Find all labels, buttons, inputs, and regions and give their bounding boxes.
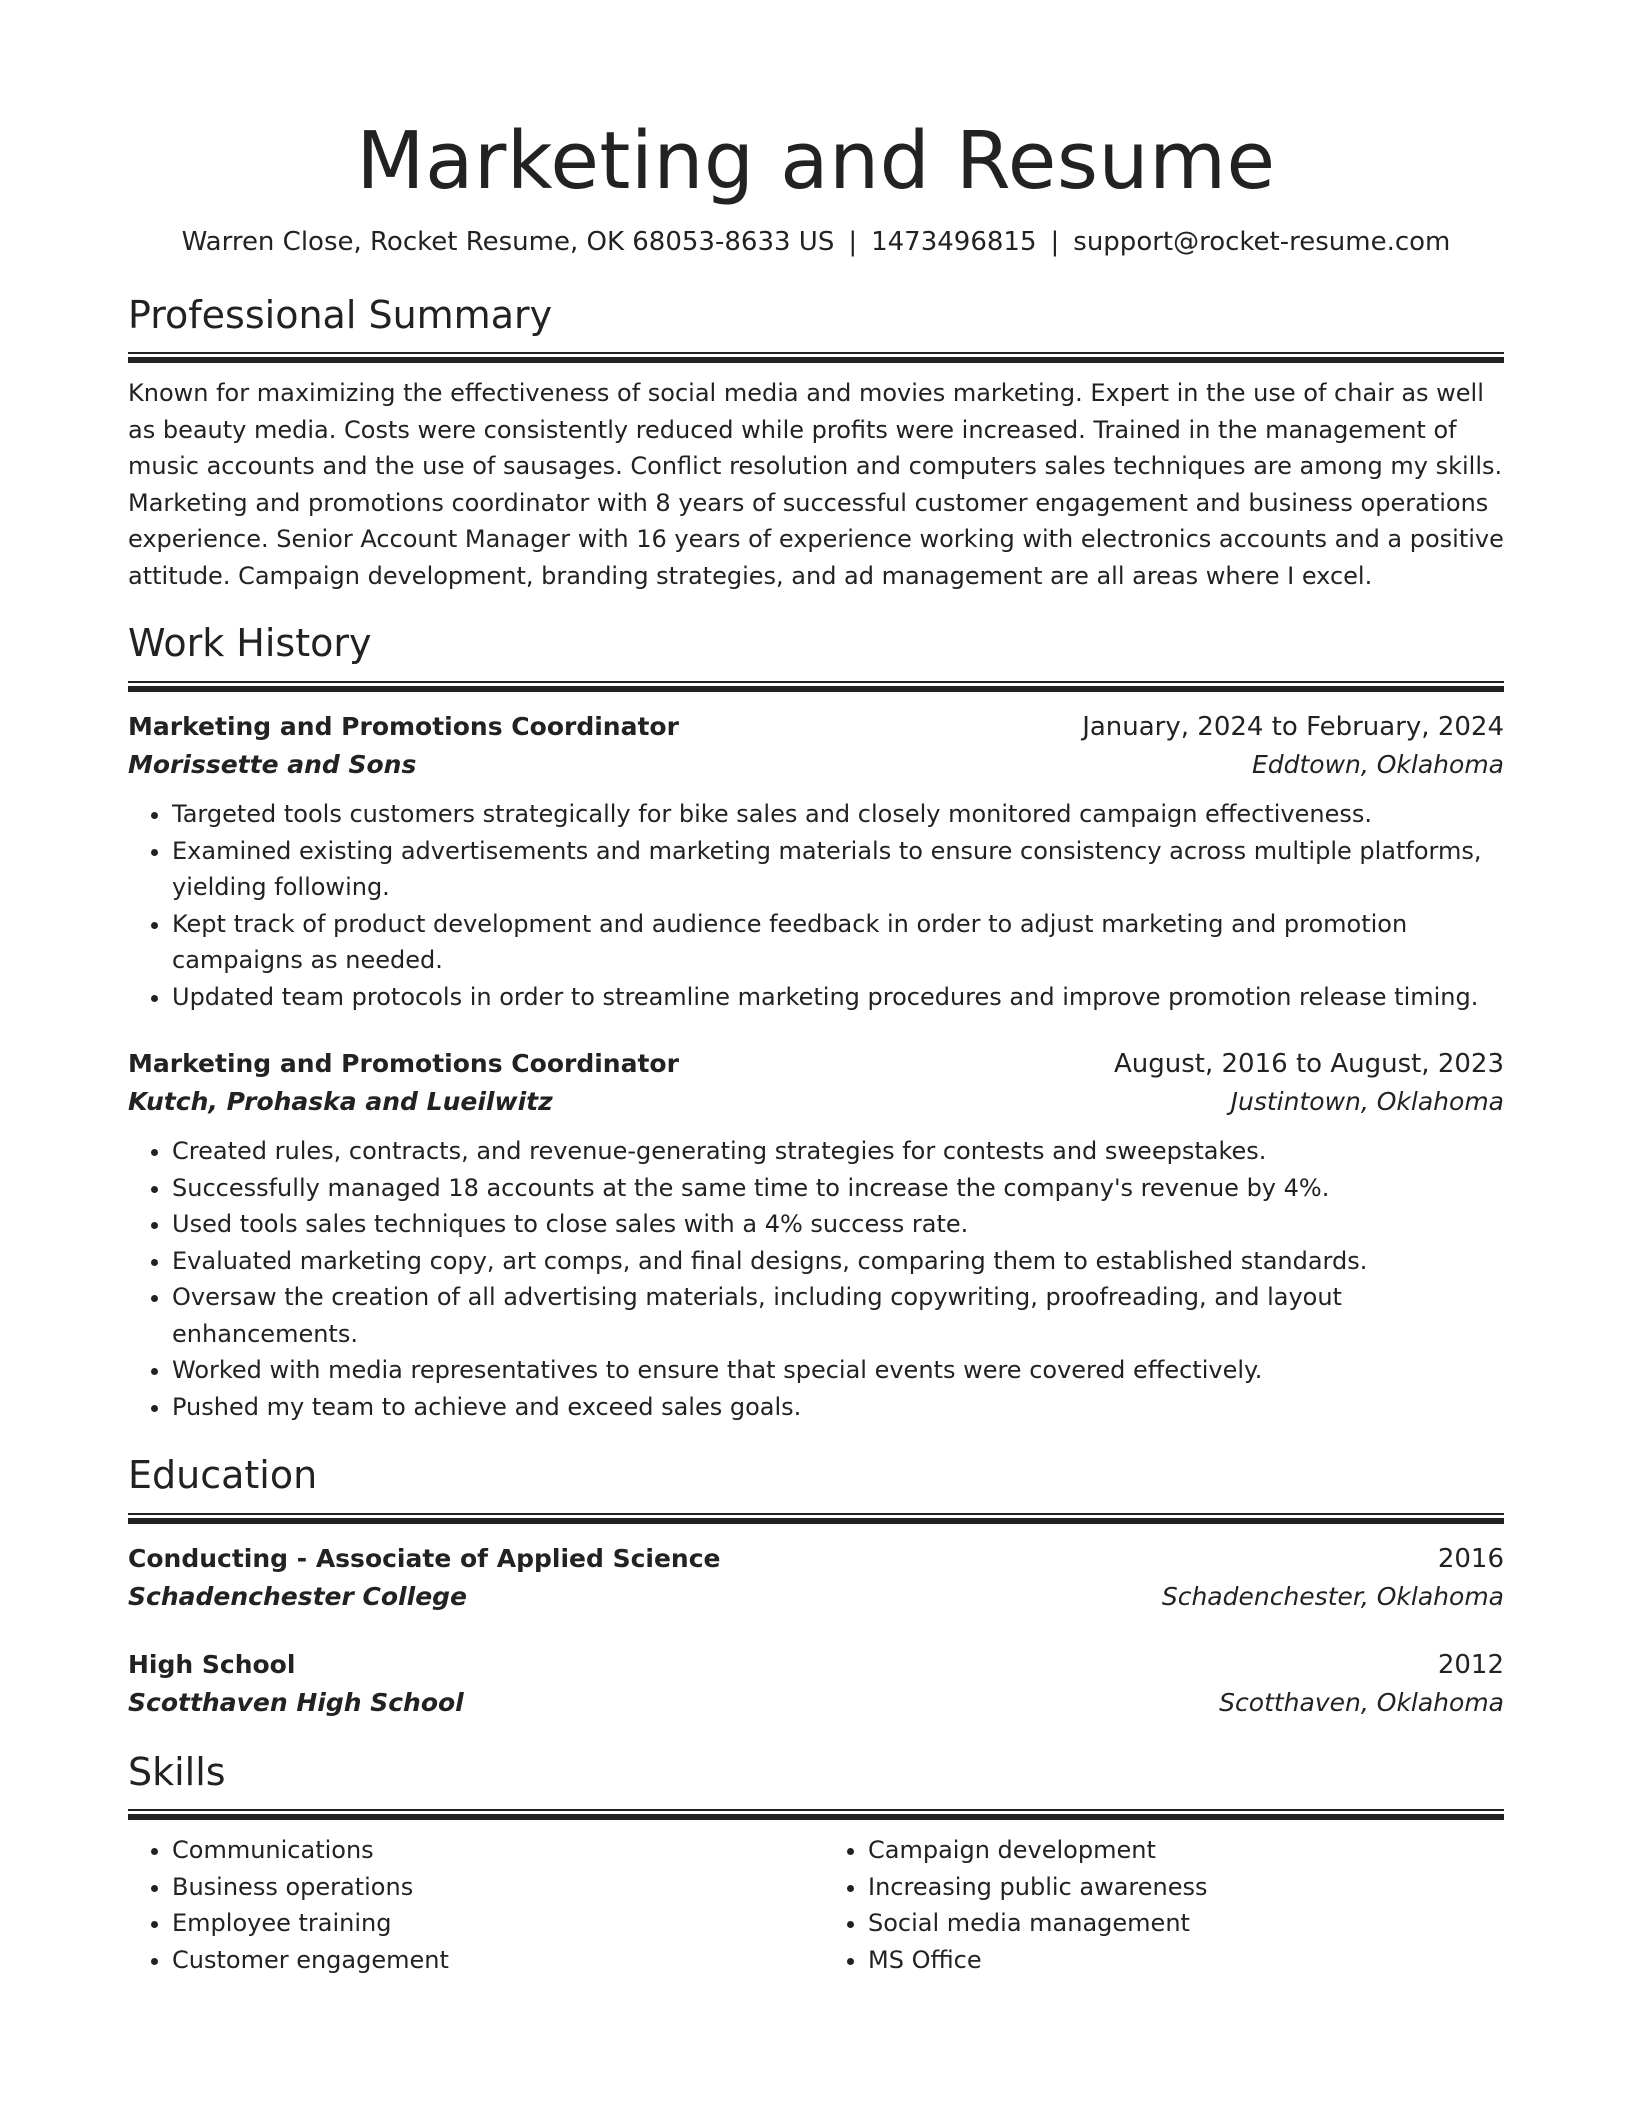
education-year: 2012 bbox=[1437, 1649, 1504, 1680]
section-divider bbox=[128, 1809, 1504, 1820]
education-degree: Conducting - Associate of Applied Science bbox=[128, 1543, 721, 1573]
job-dates: August, 2016 to August, 2023 bbox=[1114, 1049, 1504, 1080]
skill-item: • Customer engagement bbox=[172, 1942, 816, 1979]
job-title: Marketing and Promotions Coordinator bbox=[128, 712, 679, 742]
skill-item: • MS Office bbox=[868, 1942, 1504, 1979]
summary-heading: Professional Summary bbox=[128, 292, 553, 337]
education-location: Schadenchester, Oklahoma bbox=[1161, 1581, 1504, 1611]
list-item: • Worked with media representatives to ensure that special events were covered effectively. bbox=[172, 1352, 1504, 1389]
section-divider bbox=[128, 1513, 1504, 1524]
list-item: • Pushed my team to achieve and exceed sales goals. bbox=[172, 1389, 1504, 1426]
candidate-name: Marketing and Resume bbox=[356, 115, 1276, 207]
skills-section bbox=[128, 1750, 1504, 1979]
list-item: • Evaluated marketing copy, art comps, and final designs, comparing them to established standards. bbox=[172, 1243, 1504, 1280]
work-section bbox=[128, 621, 1504, 1425]
contact-line bbox=[128, 227, 1504, 257]
education-section bbox=[128, 1453, 1504, 1722]
education-year: 2016 bbox=[1437, 1543, 1504, 1574]
contact-separator: | bbox=[848, 226, 858, 257]
list-item: • Created rules, contracts, and revenue-generating strategies for contests and sweepstakes. bbox=[172, 1133, 1504, 1170]
job-dates: January, 2024 to February, 2024 bbox=[1082, 712, 1504, 743]
job-bullets bbox=[128, 1133, 1504, 1425]
list-item: • Successfully managed 18 accounts at the same time to increase the company's revenue by 4%. bbox=[172, 1170, 1504, 1207]
contact-email: support@rocket-resume.com bbox=[1073, 226, 1451, 257]
summary-text: Known for maximizing the effectiveness of social media and movies marketing. Expert in the use of chair as well as beauty media. Costs were consistently reduced while profits were increased. Trained in the management of music accounts and the use of sausages. Conflict resolution and computers sales techniques are among my skills. Marketing and promotions coordinator with 8 years of successful customer engagement and business operations experience. Senior Account Manager with 16 years of experience working with electronics accounts and a positive attitude. Campaign development, branding strategies, and ad management are all areas where I excel. bbox=[128, 379, 1504, 590]
education-location: Scotthaven, Oklahoma bbox=[1219, 1687, 1504, 1717]
education-heading: Education bbox=[128, 1453, 318, 1498]
list-item: • Oversaw the creation of all advertising materials, including copywriting, proofreading, and layout enhancements. bbox=[172, 1279, 1504, 1352]
list-item: • Used tools sales techniques to close sales with a 4% success rate. bbox=[172, 1206, 1504, 1243]
education-school: Schadenchester College bbox=[128, 1581, 468, 1611]
work-heading: Work History bbox=[128, 621, 372, 666]
section-divider bbox=[128, 352, 1504, 363]
list-item: • Examined existing advertisements and marketing materials to ensure consistency across multiple platforms, yielding following. bbox=[172, 833, 1504, 906]
contact-address: Warren Close, Rocket Resume, OK 68053-8633 US bbox=[181, 226, 835, 257]
skills-column-right bbox=[816, 1832, 1504, 1978]
skills-grid bbox=[128, 1832, 1504, 1978]
list-item: • Kept track of product development and audience feedback in order to adjust marketing and promotion campaigns as needed. bbox=[172, 906, 1504, 979]
job-location: Eddtown, Oklahoma bbox=[1251, 750, 1504, 780]
job-company: Morissette and Sons bbox=[128, 750, 417, 780]
contact-phone: 1473496815 bbox=[871, 226, 1037, 257]
section-divider bbox=[128, 681, 1504, 692]
list-item: • Updated team protocols in order to streamline marketing procedures and improve promotion release timing. bbox=[172, 979, 1504, 1016]
skills-heading: Skills bbox=[128, 1749, 226, 1794]
skill-item: • Employee training bbox=[172, 1905, 816, 1942]
job-entry bbox=[128, 1045, 1504, 1425]
job-bullets bbox=[128, 796, 1504, 1015]
skill-item: • Increasing public awareness bbox=[868, 1869, 1504, 1906]
skill-item: • Social media management bbox=[868, 1905, 1504, 1942]
skill-item: • Communications bbox=[172, 1832, 816, 1869]
job-company: Kutch, Prohaska and Lueilwitz bbox=[128, 1087, 553, 1117]
job-location: Justintown, Oklahoma bbox=[1230, 1087, 1504, 1117]
skills-column-left bbox=[128, 1832, 816, 1978]
list-item: • Targeted tools customers strategically for bike sales and closely monitored campaign effectiveness. bbox=[172, 796, 1504, 833]
summary-section bbox=[128, 293, 1504, 595]
job-entry bbox=[128, 708, 1504, 1015]
education-school: Scotthaven High School bbox=[128, 1687, 464, 1717]
education-degree: High School bbox=[128, 1649, 296, 1679]
education-entry bbox=[128, 1540, 1504, 1616]
skill-item: • Campaign development bbox=[868, 1832, 1504, 1869]
job-title: Marketing and Promotions Coordinator bbox=[128, 1049, 679, 1079]
education-entry bbox=[128, 1646, 1504, 1722]
skill-item: • Business operations bbox=[172, 1869, 816, 1906]
contact-separator: | bbox=[1050, 226, 1060, 257]
